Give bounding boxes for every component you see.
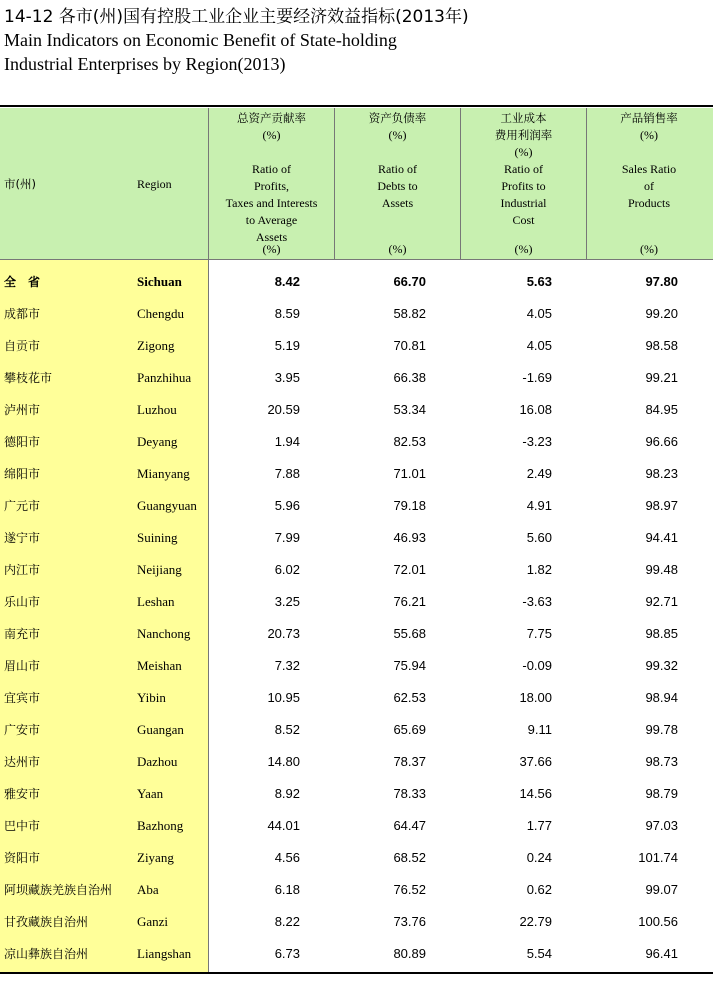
value-debts-to-assets: 75.94	[393, 658, 426, 673]
region-name-cn: 内江市	[4, 563, 41, 577]
value-profits-to-cost: 1.82	[526, 562, 552, 577]
header-col3-unit-bottom: (%)	[514, 242, 533, 256]
value-sales-ratio: 98.85	[645, 626, 678, 641]
value-profit-taxes-ratio: 1.94	[274, 434, 300, 449]
value-profit-taxes-ratio: 14.80	[267, 754, 300, 769]
value-profits-to-cost: 0.62	[526, 882, 552, 897]
value-sales-ratio: 98.73	[645, 754, 678, 769]
value-sales-ratio: 98.23	[645, 466, 678, 481]
value-debts-to-assets: 71.01	[393, 466, 426, 481]
region-name-cn: 泸州市	[4, 403, 41, 417]
table-row	[0, 650, 713, 682]
value-debts-to-assets: 55.68	[393, 626, 426, 641]
table-row	[0, 266, 713, 298]
table-row	[0, 490, 713, 522]
value-sales-ratio: 99.21	[645, 370, 678, 385]
header-col4-unit-top: (%)	[640, 128, 658, 142]
value-sales-ratio: 99.32	[645, 658, 678, 673]
region-name-en: Dazhou	[137, 754, 178, 769]
value-sales-ratio: 96.66	[645, 434, 678, 449]
title-english-line1: Main Indicators on Economic Benefit of State-holding	[4, 30, 397, 50]
value-profits-to-cost: 4.05	[526, 306, 552, 321]
value-debts-to-assets: 46.93	[393, 530, 426, 545]
top-rule	[0, 105, 713, 107]
value-profits-to-cost: -0.09	[522, 658, 552, 673]
region-name-en: Nanchong	[137, 626, 191, 641]
value-sales-ratio: 99.20	[645, 306, 678, 321]
table-row	[0, 810, 713, 842]
value-profits-to-cost: 22.79	[519, 914, 552, 929]
title-chinese: 14-12 各市(州)国有控股工业企业主要经济效益指标(2013年)	[4, 7, 469, 27]
region-name-en: Neijiang	[137, 562, 182, 577]
region-name-cn: 攀枝花市	[4, 371, 53, 385]
header-col1-unit-top: (%)	[262, 128, 281, 142]
table-row	[0, 874, 713, 906]
value-debts-to-assets: 76.21	[393, 594, 426, 609]
value-sales-ratio: 84.95	[645, 402, 678, 417]
region-name-en: Yaan	[137, 786, 164, 801]
value-profit-taxes-ratio: 8.42	[274, 274, 300, 289]
value-profits-to-cost: 4.05	[526, 338, 552, 353]
region-name-cn: 遂宁市	[4, 531, 41, 545]
value-profit-taxes-ratio: 44.01	[267, 818, 300, 833]
header-col4-en-line: Sales Ratio	[621, 162, 677, 176]
region-name-en: Aba	[137, 882, 159, 897]
value-profits-to-cost: 14.56	[519, 786, 552, 801]
value-profits-to-cost: 0.24	[526, 850, 552, 865]
region-name-cn: 眉山市	[4, 659, 41, 673]
region-name-en: Deyang	[137, 434, 178, 449]
region-name-cn: 阿坝藏族羌族自治州	[4, 883, 113, 897]
value-debts-to-assets: 79.18	[393, 498, 426, 513]
value-debts-to-assets: 68.52	[393, 850, 426, 865]
region-name-cn: 全 省	[4, 275, 41, 289]
header-col2-unit-bottom: (%)	[388, 242, 407, 256]
header-bottom-rule	[0, 259, 713, 260]
value-profits-to-cost: 4.91	[526, 498, 552, 513]
value-debts-to-assets: 73.76	[393, 914, 426, 929]
region-name-en: Panzhihua	[137, 370, 192, 385]
region-name-en: Luzhou	[137, 402, 177, 417]
value-profit-taxes-ratio: 8.92	[274, 786, 300, 801]
value-debts-to-assets: 62.53	[393, 690, 426, 705]
value-profit-taxes-ratio: 8.52	[274, 722, 300, 737]
region-name-cn: 成都市	[4, 307, 41, 321]
value-sales-ratio: 97.03	[645, 818, 678, 833]
value-profit-taxes-ratio: 6.02	[274, 562, 300, 577]
table-row	[0, 618, 713, 650]
table-row	[0, 778, 713, 810]
region-name-cn: 德阳市	[4, 435, 41, 449]
value-debts-to-assets: 72.01	[393, 562, 426, 577]
region-name-en: Ziyang	[137, 850, 174, 865]
header-col1-unit-bottom: (%)	[262, 242, 281, 256]
table-row	[0, 298, 713, 330]
header-col-profit-taxes	[209, 110, 334, 258]
region-name-en: Bazhong	[137, 818, 184, 833]
value-profit-taxes-ratio: 6.73	[274, 946, 300, 961]
header-col2-en-line: Ratio of	[378, 162, 417, 176]
region-name-cn: 自贡市	[4, 339, 41, 353]
value-profit-taxes-ratio: 5.96	[274, 498, 300, 513]
table-row	[0, 330, 713, 362]
header-col4-cn: 产品销售率	[620, 111, 678, 125]
value-debts-to-assets: 53.34	[393, 402, 426, 417]
value-profits-to-cost: 1.77	[526, 818, 552, 833]
value-profits-to-cost: 5.54	[526, 946, 552, 961]
value-sales-ratio: 94.41	[645, 530, 678, 545]
region-name-en: Guangan	[137, 722, 184, 737]
header-col1-en-line: Profits,	[253, 179, 289, 193]
table-row	[0, 682, 713, 714]
value-debts-to-assets: 82.53	[393, 434, 426, 449]
header-col4-unit-bottom: (%)	[640, 242, 658, 256]
value-profit-taxes-ratio: 4.56	[274, 850, 300, 865]
table-row	[0, 586, 713, 618]
header-col1-en-line: Taxes and Interests	[225, 196, 318, 210]
value-sales-ratio: 99.78	[645, 722, 678, 737]
value-profits-to-cost: 16.08	[519, 402, 552, 417]
table-row	[0, 458, 713, 490]
region-name-cn: 宜宾市	[4, 691, 41, 705]
header-col3-en-line: Cost	[512, 213, 535, 227]
value-profits-to-cost: 5.63	[526, 274, 552, 289]
value-profit-taxes-ratio: 7.88	[274, 466, 300, 481]
value-sales-ratio: 98.94	[645, 690, 678, 705]
header-col2-en-line: Assets	[381, 196, 414, 210]
value-profits-to-cost: 37.66	[519, 754, 552, 769]
value-sales-ratio: 92.71	[645, 594, 678, 609]
value-profits-to-cost: 7.75	[526, 626, 552, 641]
value-debts-to-assets: 80.89	[393, 946, 426, 961]
table-row	[0, 394, 713, 426]
table-row	[0, 714, 713, 746]
header-col3-en-line: Ratio of	[504, 162, 543, 176]
value-sales-ratio: 99.48	[645, 562, 678, 577]
region-name-cn: 绵阳市	[4, 467, 41, 481]
value-profit-taxes-ratio: 8.59	[274, 306, 300, 321]
table-row	[0, 842, 713, 874]
value-debts-to-assets: 76.52	[393, 882, 426, 897]
value-profit-taxes-ratio: 3.95	[274, 370, 300, 385]
region-name-cn: 南充市	[4, 627, 41, 641]
value-profits-to-cost: 18.00	[519, 690, 552, 705]
value-debts-to-assets: 66.70	[393, 274, 426, 289]
value-sales-ratio: 98.97	[645, 498, 678, 513]
region-name-en: Ganzi	[137, 914, 169, 929]
value-sales-ratio: 99.07	[645, 882, 678, 897]
value-debts-to-assets: 70.81	[393, 338, 426, 353]
table-row	[0, 426, 713, 458]
value-profits-to-cost: 9.11	[527, 722, 552, 737]
bottom-rule	[0, 972, 713, 974]
value-profits-to-cost: -3.63	[522, 594, 552, 609]
region-name-cn: 广元市	[4, 499, 41, 513]
value-profit-taxes-ratio: 20.73	[267, 626, 300, 641]
region-name-cn: 甘孜藏族自治州	[4, 915, 89, 929]
table-row	[0, 554, 713, 586]
header-col3-cn: 费用利润率	[494, 128, 553, 142]
region-name-cn: 达州市	[4, 755, 41, 769]
header-col3-en-line: Industrial	[500, 196, 547, 210]
header-col1-en-line: Assets	[255, 230, 288, 244]
region-name-en: Meishan	[137, 658, 182, 673]
page-title	[4, 6, 469, 76]
table-row	[0, 938, 713, 970]
value-debts-to-assets: 66.38	[393, 370, 426, 385]
value-profits-to-cost: 2.49	[526, 466, 552, 481]
header-col2-cn: 资产负债率	[368, 111, 427, 125]
region-name-cn: 凉山彝族自治州	[4, 947, 89, 961]
value-profits-to-cost: -3.23	[522, 434, 552, 449]
title-english-line2: Industrial Enterprises by Region(2013)	[4, 54, 286, 74]
header-region-cn: 市(州)	[4, 177, 36, 191]
region-name-cn: 雅安市	[4, 787, 41, 801]
header-col2-en-line: Debts to	[377, 179, 418, 193]
value-profits-to-cost: -1.69	[522, 370, 552, 385]
region-name-en: Zigong	[137, 338, 175, 353]
value-debts-to-assets: 65.69	[393, 722, 426, 737]
table-row	[0, 362, 713, 394]
table-row	[0, 906, 713, 938]
value-profit-taxes-ratio: 20.59	[267, 402, 300, 417]
value-sales-ratio: 98.58	[645, 338, 678, 353]
region-name-en: Sichuan	[137, 274, 182, 289]
table-row	[0, 746, 713, 778]
header-col-profits-to-cost	[461, 110, 586, 258]
region-name-en: Chengdu	[137, 306, 184, 321]
header-col3-unit-top: (%)	[514, 145, 533, 159]
value-sales-ratio: 96.41	[645, 946, 678, 961]
header-col4-en-line: of	[644, 179, 654, 193]
region-name-cn: 资阳市	[4, 851, 41, 865]
value-debts-to-assets: 58.82	[393, 306, 426, 321]
header-col4-en-line: Products	[628, 196, 670, 210]
header-col-debts-to-assets	[335, 110, 460, 258]
region-name-en: Mianyang	[137, 466, 190, 481]
table-row	[0, 522, 713, 554]
value-profit-taxes-ratio: 3.25	[274, 594, 300, 609]
region-name-cn: 广安市	[4, 723, 41, 737]
header-region-en: Region	[137, 177, 172, 191]
value-sales-ratio: 98.79	[645, 786, 678, 801]
header-col2-unit-top: (%)	[388, 128, 407, 142]
header-col3-cn: 工业成本	[500, 111, 547, 125]
region-name-en: Leshan	[137, 594, 175, 609]
value-sales-ratio: 101.74	[638, 850, 678, 865]
value-profit-taxes-ratio: 10.95	[267, 690, 300, 705]
header-col3-en-line: Profits to	[501, 179, 546, 193]
value-debts-to-assets: 78.37	[393, 754, 426, 769]
region-name-en: Liangshan	[137, 946, 192, 961]
region-name-cn: 乐山市	[4, 595, 41, 609]
value-profit-taxes-ratio: 6.18	[274, 882, 300, 897]
header-col1-en-line: to Average	[245, 213, 298, 227]
value-debts-to-assets: 64.47	[393, 818, 426, 833]
value-profit-taxes-ratio: 8.22	[274, 914, 300, 929]
header-col-sales-ratio	[587, 110, 711, 258]
value-sales-ratio: 97.80	[645, 274, 678, 289]
region-name-en: Yibin	[137, 690, 166, 705]
value-profit-taxes-ratio: 5.19	[274, 338, 300, 353]
value-profit-taxes-ratio: 7.32	[274, 658, 300, 673]
value-debts-to-assets: 78.33	[393, 786, 426, 801]
region-name-en: Guangyuan	[137, 498, 197, 513]
header-col1-cn: 总资产贡献率	[237, 111, 306, 125]
region-name-en: Suining	[137, 530, 178, 545]
value-profit-taxes-ratio: 7.99	[274, 530, 300, 545]
value-sales-ratio: 100.56	[638, 914, 678, 929]
region-name-cn: 巴中市	[4, 819, 41, 833]
value-profits-to-cost: 5.60	[526, 530, 552, 545]
header-col1-en-line: Ratio of	[252, 162, 291, 176]
